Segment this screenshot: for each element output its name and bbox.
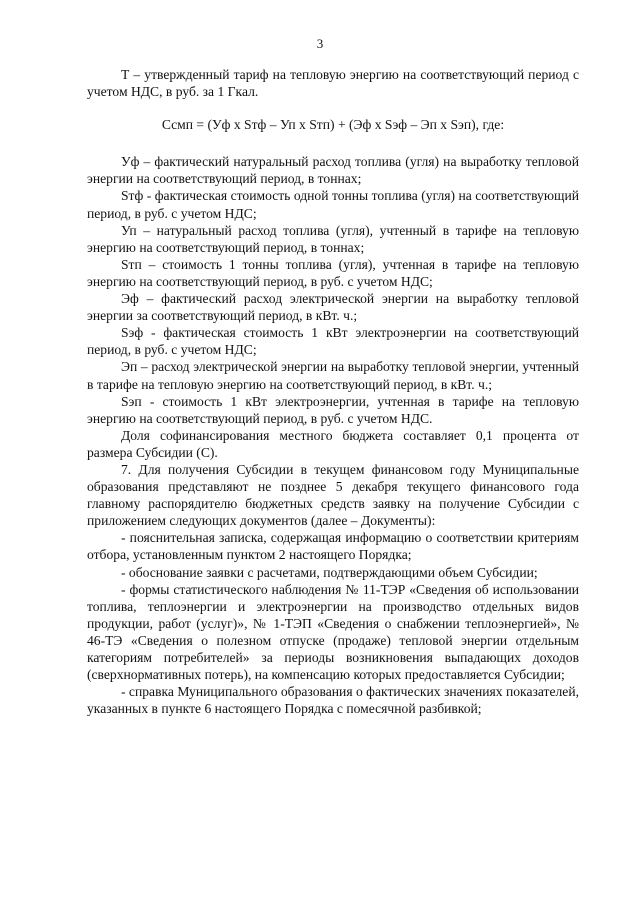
definition-stf: Sтф - фактическая стоимость одной тонны топлива (угля) на соответствующий период, в руб. с учетом НДС; [87, 188, 579, 221]
definition-up: Уп – натуральный расход топлива (угля), учтенный в тарифе на тепловую энергию на соответствующий период, в тоннах; [87, 222, 579, 255]
definition-uf: Уф – фактический натуральный расход топлива (угля) на выработку тепловой энергии на соответствующий период, в тоннах; [87, 154, 579, 187]
document-item: - формы статистического наблюдения № 11-ТЭР «Сведения об использовании топлива, теплоэнергии и электроэнергии на производство отдельных видов продукции, работ (услуг)», № 1-ТЭП «Сведения о снабжении теплоэнергией», № 46-ТЭ «Сведения о полезном отпуске (продаже) тепловой энергии отдельным категориям потребителей» за периоды возникновения выпадающих доходов (сверхнормативных потерь), на компенсацию которых предоставляется Субсидии; [87, 581, 579, 683]
document-item: - справка Муниципального образования о фактических значениях показателей, указанных в пункте 6 настоящего Порядка с помесячной разбивкой; [87, 684, 579, 717]
document-body [87, 66, 579, 717]
clause-7: 7. Для получения Субсидии в текущем финансовом году Муниципальные образования представляют не позднее 5 декабря текущего финансового года главному распорядителю бюджетных средств заявку на получение Субсидии с приложением следующих документов (далее – Документы): [87, 461, 579, 529]
definition-ep: Эп – расход электрической энергии на выработку тепловой энергии, учтенный в тарифе на тепловую энергию на соответствующий период, в кВт. ч.; [87, 359, 579, 392]
document-item: - обоснование заявки с расчетами, подтверждающими объем Субсидии; [121, 564, 538, 580]
definition-sep: Sэп - стоимость 1 кВт электроэнергии, учтенная в тарифе на тепловую энергию на соответствующий период, в руб. с учетом НДС. [87, 393, 579, 426]
cofinancing-share: Доля софинансирования местного бюджета составляет 0,1 процента от размера Субсидии (С). [87, 427, 579, 460]
definition-ef: Эф – фактический расход электрической энергии на выработку тепловой энергии за соответствующий период, в кВт. ч.; [87, 291, 579, 324]
definition-stp: Sтп – стоимость 1 тонны топлива (угля), учтенная в тарифе на тепловую энергию на соответствующий период, в руб. с учетом НДС; [87, 256, 579, 289]
definition-sef: Sэф - фактическая стоимость 1 кВт электроэнергии на соответствующий период, в руб. с учетом НДС; [87, 325, 579, 358]
page-number: 3 [316, 36, 324, 51]
tariff-definition: Т – утвержденный тариф на тепловую энергию на соответствующий период с учетом НДС, в руб. за 1 Гкал. [87, 67, 579, 100]
document-item: - пояснительная записка, содержащая информацию о соответствии критериям отбора, установленным пунктом 2 настоящего Порядка; [87, 530, 579, 563]
formula: Ссмп = (Уф х Sтф – Уп х Sтп) + (Эф х Sэф – Эп х Sэп), где: [161, 117, 505, 133]
